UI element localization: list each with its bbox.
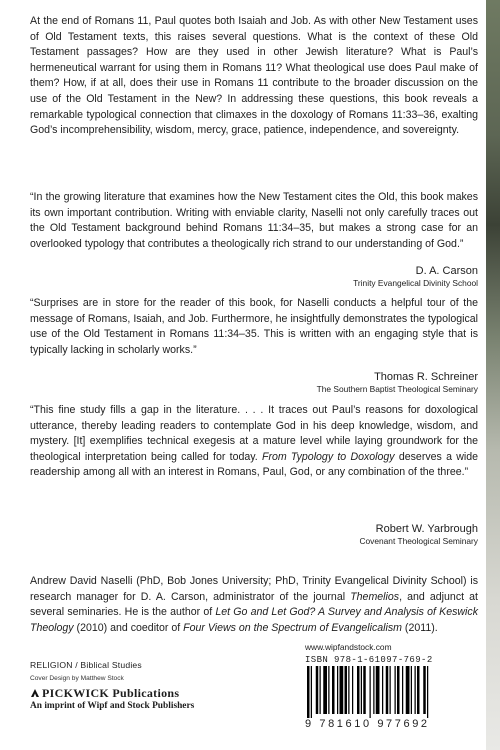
barcode-bar	[402, 666, 403, 714]
barcode-bar	[348, 666, 349, 714]
barcode-bar	[423, 666, 426, 714]
publisher-website: www.wipfandstock.com	[305, 642, 392, 652]
barcode-bar	[370, 666, 371, 718]
subject-category: RELIGION / Biblical Studies	[30, 660, 142, 670]
barcode-bar	[411, 666, 412, 714]
endorser-affiliation: Trinity Evangelical Divinity School	[353, 278, 478, 288]
bio-text: , and adjunct at several seminaries. He is the author of	[30, 590, 479, 619]
barcode-bar	[376, 666, 380, 714]
barcode-bar	[328, 666, 329, 714]
endorsement-quote-yarbrough	[30, 403, 478, 481]
quoted-book-title: From Typology to Doxology	[261, 450, 395, 463]
bio-text: (2011).	[401, 621, 438, 634]
barcode-bar	[406, 666, 410, 714]
barcode-bar	[361, 666, 362, 714]
bio-text: (2010) and coeditor of	[73, 621, 184, 634]
isbn-barcode	[305, 666, 476, 718]
barcode-bar	[316, 666, 319, 714]
barcode-bar	[357, 666, 360, 714]
barcode-bar	[345, 666, 348, 714]
journal-title: Themelios	[350, 590, 400, 603]
barcode-bar	[382, 666, 383, 714]
barcode-bar	[352, 666, 353, 714]
cover-edge-strip	[486, 0, 500, 750]
endorsement-quote-schreiner: “Surprises are in store for the reader of this book, for Naselli conducts a helpful tour of the message of Romans, Isaiah, and Job. Furthermore, he insightfully demonstrates the typological use of the Old Testament in Romans 11:34–35. This is written with an engaging style that is typically lacking in scholarly works.”	[30, 297, 478, 356]
barcode-digits: 9 781610 977692	[305, 718, 430, 730]
barcode-bar	[340, 666, 344, 714]
barcode-bar	[337, 666, 338, 714]
endorser-name: D. A. Carson	[415, 265, 478, 277]
bio-text: Andrew David Naselli (PhD, Bob Jones University; PhD, Trinity Evangelical Divinity School) is research manager for D. A. Carson, administrator of the journal	[30, 575, 478, 603]
book-title: Four Views on the Spectrum of Evangelicalism	[183, 621, 402, 634]
barcode-bar	[397, 666, 400, 714]
publisher-name: PICKWICK Publications	[42, 686, 180, 700]
endorser-affiliation: The Southern Baptist Theological Seminary	[316, 384, 478, 394]
endorser-affiliation: Covenant Theological Seminary	[359, 536, 478, 546]
barcode-bar	[307, 666, 310, 718]
endorser-name: Robert W. Yarbrough	[375, 523, 478, 535]
book-description: At the end of Romans 11, Paul quotes both Isaiah and Job. As with other New Testament uses of Old Testament texts, this raises several questions. What is the context of these Old Testament passages? How are they used in other Jewish literature? What is Paul’s hermeneutical warrant for using them in Romans 11? What theological use does Paul make of them? How, if at all, does their use in Romans 11 contribute to the broader discussion on the use of the Old Testament in the New? In addressing these questions, this book reveals a remarkable typological connection that climaxes in the doxology of Romans 11:33–36, exalting God’s incomprehensibility, wisdom, mercy, grace, patience, independence, and sovereignty.	[30, 15, 478, 137]
barcode-bar	[386, 666, 389, 714]
barcode-bar	[332, 666, 335, 714]
barcode-bar	[415, 666, 416, 714]
publisher-mark-icon	[30, 688, 40, 698]
publisher-logo	[30, 686, 179, 701]
barcode-bar	[363, 666, 366, 714]
barcode-bar	[417, 666, 420, 714]
barcode-bar	[320, 666, 321, 714]
quote-text: “This fine study fills a gap in the literature. . . . It traces out Paul’s reasons for doxological utterance, thereby leading readers to contemplate God in his deep knowledge, wisdom, and mystery. [It] exemplifies technical exegesis at a mature level while laying groundwork for the theological interpretation being called for today.	[30, 404, 478, 463]
barcode-bar	[395, 666, 396, 714]
endorsement-attribution-carson	[353, 264, 478, 289]
barcode-bar	[427, 666, 428, 718]
barcode-bar	[373, 666, 374, 714]
imprint-line: An imprint of Wipf and Stock Publishers	[30, 701, 195, 711]
isbn-label: ISBN 978-1-61097-769-2	[305, 655, 433, 665]
book-title: Let Go and Let God? A Survey and Analysis of Keswick Theology	[30, 606, 478, 634]
barcode-bar	[390, 666, 391, 714]
endorser-name: Thomas R. Schreiner	[374, 371, 478, 383]
endorsement-attribution-schreiner	[317, 370, 478, 395]
author-bio	[30, 574, 478, 636]
endorsement-quote-carson: “In the growing literature that examines how the New Testament cites the Old, this book makes its own important contribution. Writing with enviable clarity, Naselli not only carefully traces out the Old Testament background behind Romans 11:34–35, but makes a strong case for an overlooked typology that contributes a theologically rich strand to our understanding of God.”	[30, 191, 478, 250]
endorsement-attribution-yarbrough	[359, 522, 478, 547]
barcode-bar	[323, 666, 327, 714]
cover-design-credit: Cover Design by Matthew Stock	[30, 675, 124, 682]
barcode-bar	[311, 666, 312, 718]
quote-text: deserves a wide readership among all with an interest in Romans, Paul, God, or any combination of the three.”	[30, 450, 478, 479]
